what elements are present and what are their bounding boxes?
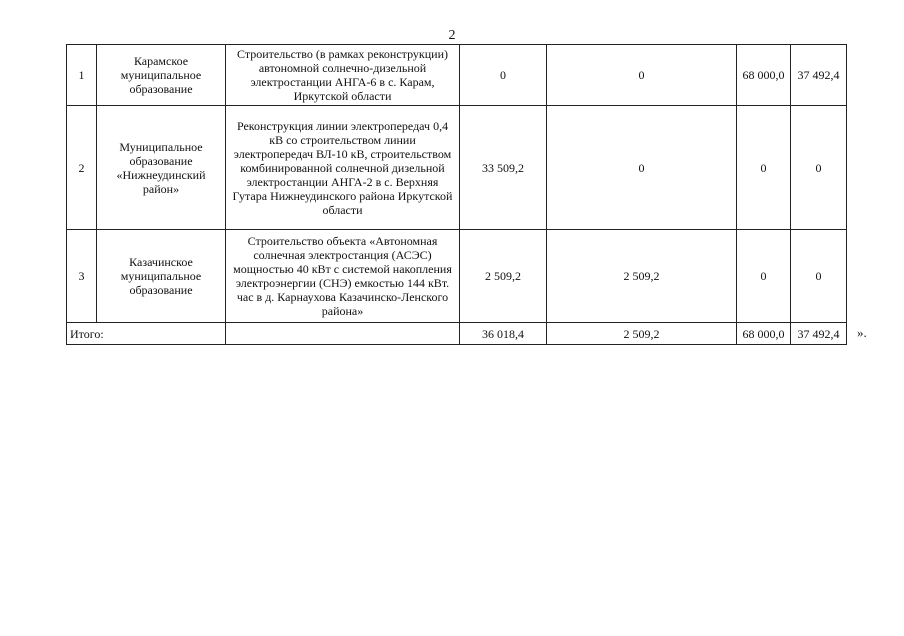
value-cell-3: 0 — [737, 106, 791, 230]
value-cell-1: 2 509,2 — [460, 230, 547, 323]
table-row — [67, 230, 847, 323]
page-number: 2 — [448, 28, 456, 43]
total-label: Итого: — [67, 323, 226, 345]
value-cell-4: 0 — [791, 230, 847, 323]
value-cell-3: 68 000,0 — [737, 45, 791, 106]
value-cell-3: 0 — [737, 230, 791, 323]
value-cell-2: 2 509,2 — [547, 230, 737, 323]
total-value-2: 2 509,2 — [547, 323, 737, 345]
municipality-cell: Карамское муниципальное образование — [97, 45, 226, 106]
row-number-cell: 3 — [67, 230, 97, 323]
row-number-cell: 2 — [67, 106, 97, 230]
municipality-cell: Казачинское муниципальное образование — [97, 230, 226, 323]
value-cell-1: 33 509,2 — [460, 106, 547, 230]
data-table — [66, 44, 847, 345]
table-row — [67, 106, 847, 230]
total-value-1: 36 018,4 — [460, 323, 547, 345]
total-row — [67, 323, 847, 345]
value-cell-1: 0 — [460, 45, 547, 106]
total-empty-cell — [226, 323, 460, 345]
project-cell: Строительство (в рамках реконструкции) автономной солнечно-дизельной электростанции АНГА-6 в с. Карам, Иркутской области — [226, 45, 460, 106]
table-row — [67, 45, 847, 106]
project-cell: Строительство объекта «Автономная солнечная электростанция (АСЭС) мощностью 40 кВт с системой накопления электроэнергии (СНЭ) емкостью 144 кВт. час в д. Карнаухова Казачинско-Ленского района» — [226, 230, 460, 323]
project-cell: Реконструкция линии электропередач 0,4 кВ со строительством линии электропередач ВЛ-10 кВ, строительством комбинированной солнечной дизельной электростанции АНГА-2 в с. Верхняя Гутара Нижнеудинского района Иркутской области — [226, 106, 460, 230]
value-cell-4: 37 492,4 — [791, 45, 847, 106]
value-cell-2: 0 — [547, 106, 737, 230]
value-cell-4: 0 — [791, 106, 847, 230]
total-value-3: 68 000,0 — [737, 323, 791, 345]
closing-quote-mark: ». — [857, 325, 867, 340]
row-number-cell: 1 — [67, 45, 97, 106]
municipality-cell: Муниципальное образование «Нижнеудинский район» — [97, 106, 226, 230]
total-value-4: 37 492,4 — [791, 323, 847, 345]
value-cell-2: 0 — [547, 45, 737, 106]
